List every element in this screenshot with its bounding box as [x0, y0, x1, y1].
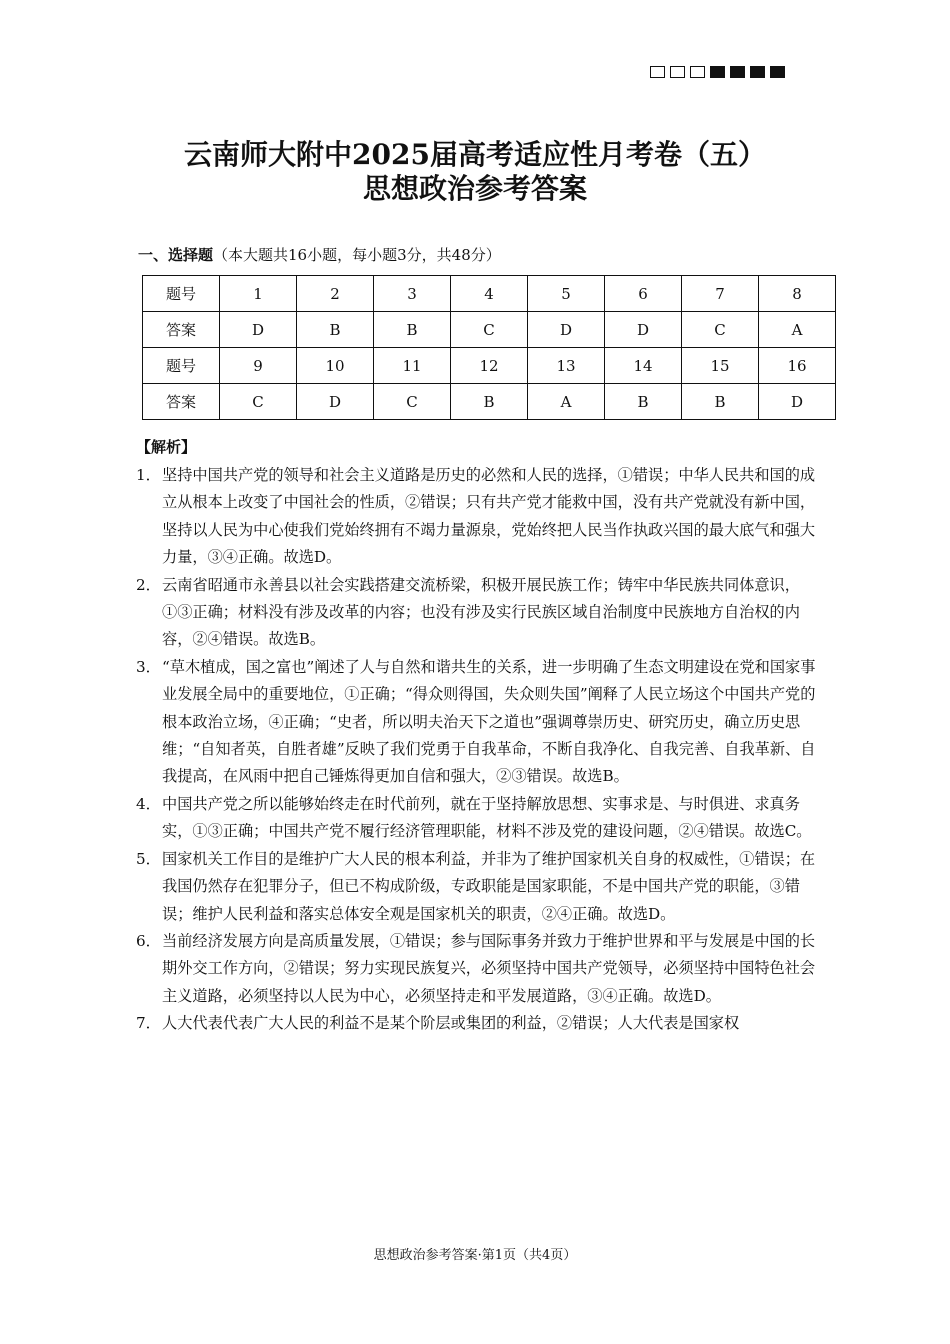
item-number: 2．: [136, 575, 161, 594]
table-row: [143, 276, 836, 312]
solid-square-icon: [770, 66, 785, 78]
item-text: 当前经济发展方向是高质量发展，①错误；参与国际事务并致力于维护世界和平与发展是中国的长期外交工作方向，②错误；努力实现民族复兴，必须坚持中国共产党领导，必须坚持中国特色社会主义道路，必须坚持以人民为中心，必须坚持走和平发展道路，③④正确。故选D。: [162, 931, 816, 1005]
item-number: 4．: [136, 794, 161, 813]
item-number: 6．: [136, 931, 161, 950]
table-row: [143, 312, 836, 348]
table-cell: A: [759, 312, 836, 348]
item-text: “草木植成，国之富也”阐述了人与自然和谐共生的关系，进一步明确了生态文明建设在党和国家事业发展全局中的重要地位，①正确；“得众则得国，失众则失国”阐释了人民立场这个中国共产党的根本政治立场，④正确；“史者，所以明夫治天下之道也”强调尊崇历史、研究历史，确立历史思维；“自知者英，自胜者雄”反映了我们党勇于自我革命，不断自我净化、自我完善、自我革新、自我提高，在风雨中把自己锤炼得更加自信和强大，②③错误。故选B。: [162, 657, 816, 786]
item-number: 7．: [136, 1014, 161, 1033]
section-label: 一、选择题: [138, 246, 214, 264]
list-item: [136, 846, 826, 928]
table-cell: 3: [374, 276, 451, 312]
table-cell: 7: [682, 276, 759, 312]
table-cell: B: [605, 384, 682, 420]
table-cell: B: [374, 312, 451, 348]
list-item: [136, 791, 826, 846]
table-cell: D: [297, 384, 374, 420]
table-row: [143, 384, 836, 420]
table-cell: B: [451, 384, 528, 420]
table-cell: 6: [605, 276, 682, 312]
list-item: [136, 1010, 826, 1037]
table-cell: 答案: [143, 312, 220, 348]
solid-square-icon: [730, 66, 745, 78]
analysis-list: [136, 462, 826, 1038]
item-number: 5．: [136, 849, 161, 868]
table-cell: 题号: [143, 276, 220, 312]
item-text: 中国共产党之所以能够始终走在时代前列，就在于坚持解放思想、实事求是、与时俱进、求真务实，①③正确；中国共产党不履行经济管理职能，材料不涉及党的建设问题，②④错误。故选C。: [162, 794, 812, 841]
item-text: 人大代表代表广大人民的利益不是某个阶层或集团的利益，②错误；人大代表是国家权: [162, 1014, 740, 1033]
section-heading: [138, 244, 501, 265]
header-marks: [650, 66, 785, 78]
list-item: [136, 928, 826, 1010]
table-cell: 1: [220, 276, 297, 312]
table-row: [143, 348, 836, 384]
table-cell: 4: [451, 276, 528, 312]
table-cell: 12: [451, 348, 528, 384]
list-item: [136, 462, 826, 572]
item-text: 坚持中国共产党的领导和社会主义道路是历史的必然和人民的选择，①错误；中华人民共和国的成立从根本上改变了中国社会的性质，②错误；只有共产党才能救中国，没有共产党就没有新中国，坚持以人民为中心使我们党始终拥有不竭力量源泉，党始终把人民当作执政兴国的最大底气和强大力量，③④正确。故选D。: [162, 466, 816, 567]
hollow-square-icon: [650, 66, 665, 78]
table-cell: 2: [297, 276, 374, 312]
table-cell: 13: [528, 348, 605, 384]
solid-square-icon: [750, 66, 765, 78]
list-item: [136, 654, 826, 791]
table-cell: C: [220, 384, 297, 420]
item-number: 3．: [136, 657, 161, 676]
solid-square-icon: [710, 66, 725, 78]
table-cell: 15: [682, 348, 759, 384]
item-number: 1．: [136, 466, 161, 484]
item-text: 国家机关工作目的是维护广大人民的根本利益，并非为了维护国家机关自身的权威性，①错误；在我国仍然存在犯罪分子，但已不构成阶级，专政职能是国家职能，不是中国共产党的职能，③错误；维护人民利益和落实总体安全观是国家机关的职责，②④正确。故选D。: [162, 849, 816, 923]
table-cell: 5: [528, 276, 605, 312]
hollow-square-icon: [690, 66, 705, 78]
table-cell: 10: [297, 348, 374, 384]
table-cell: A: [528, 384, 605, 420]
table-cell: C: [682, 312, 759, 348]
table-cell: B: [682, 384, 759, 420]
table-cell: D: [605, 312, 682, 348]
table-cell: 8: [759, 276, 836, 312]
table-cell: D: [528, 312, 605, 348]
table-cell: C: [374, 384, 451, 420]
table-cell: 题号: [143, 348, 220, 384]
table-cell: 答案: [143, 384, 220, 420]
page-footer: 思想政治参考答案·第1页（共4页）: [373, 1248, 577, 1263]
table-cell: B: [297, 312, 374, 348]
table-cell: C: [451, 312, 528, 348]
answer-table: [142, 275, 836, 420]
analysis-heading: 【解析】: [136, 438, 197, 456]
page-subtitle: 思想政治参考答案: [362, 172, 587, 205]
table-cell: 16: [759, 348, 836, 384]
table-cell: 11: [374, 348, 451, 384]
list-item: [136, 572, 826, 654]
hollow-square-icon: [670, 66, 685, 78]
page-title: 云南师大附中2025届高考适应性月考卷（五）: [184, 138, 766, 171]
table-cell: D: [759, 384, 836, 420]
item-text: 云南省昭通市永善县以社会实践搭建交流桥梁，积极开展民族工作；铸牢中华民族共同体意识，①③正确；材料没有涉及改革的内容；也没有涉及实行民族区域自治制度中民族地方自治权的内容，②④错误。故选B。: [162, 575, 800, 649]
table-cell: D: [220, 312, 297, 348]
section-note: （本大题共16小题，每小题3分，共48分）: [213, 246, 501, 264]
table-cell: 9: [220, 348, 297, 384]
table-cell: 14: [605, 348, 682, 384]
